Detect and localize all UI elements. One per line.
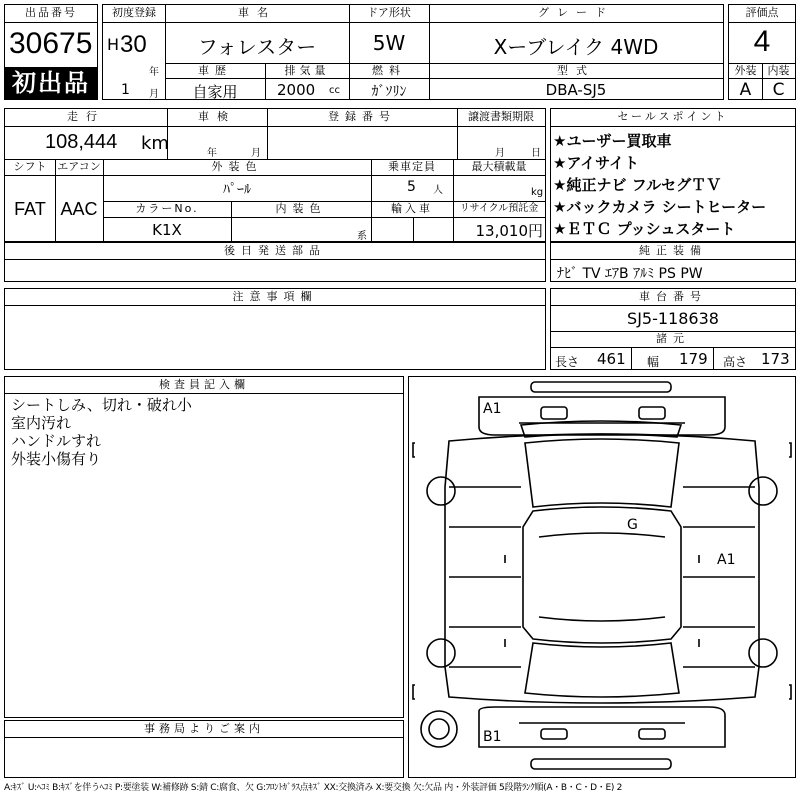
lot-number-label: 出品番号: [25, 6, 77, 19]
shift-label: シフト: [13, 160, 47, 173]
sales-points-box: [550, 108, 796, 242]
later-parts-box: [4, 242, 546, 282]
height-label: 高さ: [723, 355, 748, 369]
damage-diagram-box: [408, 376, 796, 778]
interior-color-label: 内装色: [275, 202, 327, 215]
office-label: 事務局よりご案内: [144, 722, 264, 735]
door-label: ドア形状: [367, 6, 411, 19]
dimensions-label: 諸元: [656, 332, 690, 345]
load-unit: kg: [531, 187, 544, 198]
recycle-fee: 13,010円: [475, 222, 543, 240]
history: 自家用: [192, 83, 238, 101]
notes-box: [4, 288, 546, 370]
inspection-year-unit: 年: [207, 148, 217, 159]
vehicle-info-grid: [102, 4, 724, 100]
exterior-score: A: [739, 80, 752, 100]
transfer-month-unit: 月: [495, 148, 505, 159]
notes-label: 注意事項欄: [232, 290, 318, 303]
first-reg-label: 初度登録: [112, 6, 156, 19]
inspection-label: 車検: [198, 110, 236, 123]
sales-point-1: ★ユーザー買取車: [553, 132, 672, 150]
interior-unit: 系: [357, 231, 367, 242]
capacity: 5: [407, 179, 416, 195]
first-listing-badge: 初出品: [5, 67, 97, 99]
lot-box: [4, 4, 98, 100]
exterior-color: ﾊﾟｰﾙ: [223, 182, 251, 198]
equipment-label: 純正装備: [639, 244, 707, 257]
fuel-label: 燃料: [372, 64, 406, 77]
capacity-label: 乗車定員: [388, 160, 436, 173]
damage-legend: A:ｷｽﾞ U:ﾍｺﾐ B:ｷｽﾞを伴うﾍｺﾐ P:要塗装 W:補修跡 S:錆 C:腐食、欠 G:ﾌﾛﾝﾄｶﾞﾗｽ点ｷｽﾞ XX:交換済み X:要交換 欠:欠品 内・外装評価 5段階ﾗﾝｸ順(A・B・C・D・E) 2: [4, 783, 623, 793]
inspector-box: [4, 376, 404, 718]
length-value: 461: [597, 350, 626, 368]
year-unit: 年: [149, 67, 159, 78]
ac-label: エアコン: [57, 160, 101, 173]
fuel: ｶﾞｿﾘﾝ: [371, 84, 407, 100]
width-value: 179: [679, 350, 708, 368]
sales-points-label: セールスポイント: [617, 110, 729, 123]
exterior-score-label: 外装: [734, 64, 757, 77]
score-box: [728, 4, 796, 100]
equipment-value: ﾅﾋﾞ TV ｴｱB ｱﾙﾐ PS PW: [557, 266, 703, 282]
color-no: K1X: [152, 221, 182, 239]
mileage-value: 108,444: [45, 131, 118, 153]
grade: Xーブレイク 4WD: [493, 35, 659, 59]
interior-score: C: [772, 80, 785, 100]
chassis-box: [550, 288, 796, 370]
office-box: [4, 720, 404, 778]
inspector-label: 検査員記入欄: [159, 378, 249, 391]
displacement-unit: cc: [329, 85, 340, 96]
history-label: 車歴: [198, 64, 232, 77]
sales-point-2: ★アイサイト: [553, 154, 640, 172]
transfer-day-unit: 日: [531, 148, 541, 159]
score-value: 4: [753, 25, 771, 58]
damage-mark-roof: G: [627, 517, 638, 533]
shift: FAT: [14, 199, 46, 219]
width-label: 幅: [647, 355, 660, 369]
sales-point-3: ★純正ナビ フルセグＴＶ: [553, 176, 722, 194]
color-no-label: カラーNo.: [135, 202, 199, 215]
damage-mark-front: A1: [483, 401, 502, 417]
displacement: 2000: [277, 81, 316, 99]
inspector-comments: シートしみ、切れ・破れ小 室内汚れ ハンドルすれ 外装小傷有り: [11, 396, 192, 468]
interior-score-label: 内装: [767, 64, 790, 77]
era: H: [107, 35, 120, 54]
lot-number: 30675: [9, 27, 93, 60]
displacement-label: 排気量: [284, 64, 330, 77]
import-label: 輸入車: [391, 202, 433, 215]
ac: AAC: [60, 199, 98, 219]
capacity-unit: 人: [433, 185, 443, 196]
damage-mark-right: A1: [717, 552, 736, 568]
plate-label: 登録番号: [328, 110, 396, 123]
length-label: 長さ: [555, 355, 580, 369]
equipment-box: [550, 242, 796, 282]
model-label: 型式: [557, 64, 595, 77]
inspection-month-unit: 月: [251, 148, 261, 159]
first-reg-year: 30: [120, 31, 147, 58]
door-type: 5W: [372, 31, 406, 55]
first-reg-month: 1: [121, 82, 130, 98]
model: DBA-SJ5: [545, 81, 607, 99]
month-unit: 月: [149, 89, 159, 100]
exterior-color-label: 外装色: [211, 160, 263, 173]
recycle-label: リサイクル預託金: [459, 203, 539, 214]
chassis-number: SJ5-118638: [627, 309, 719, 328]
height-value: 173: [761, 350, 790, 368]
mileage-unit: km: [141, 133, 169, 154]
later-parts-label: 後日発送部品: [224, 244, 326, 257]
transfer-docs-label: 譲渡書類期限: [468, 110, 534, 123]
chassis-label: 車台番号: [639, 290, 707, 303]
details-grid: [4, 108, 546, 242]
grade-label: グレード: [538, 6, 614, 19]
damage-mark-rear: B1: [483, 729, 502, 745]
score-label: 評価点: [745, 6, 779, 19]
sales-point-5: ★ＥＴＣ プッシュスタート: [553, 220, 736, 238]
sales-point-4: ★バックカメラ シートヒーター: [553, 198, 767, 216]
mileage-label: 走行: [67, 110, 105, 123]
load-label: 最大積載量: [471, 160, 527, 173]
name-label: 車名: [238, 6, 276, 19]
car-damage-diagram: [409, 377, 795, 777]
car-name: フォレスター: [197, 35, 317, 59]
